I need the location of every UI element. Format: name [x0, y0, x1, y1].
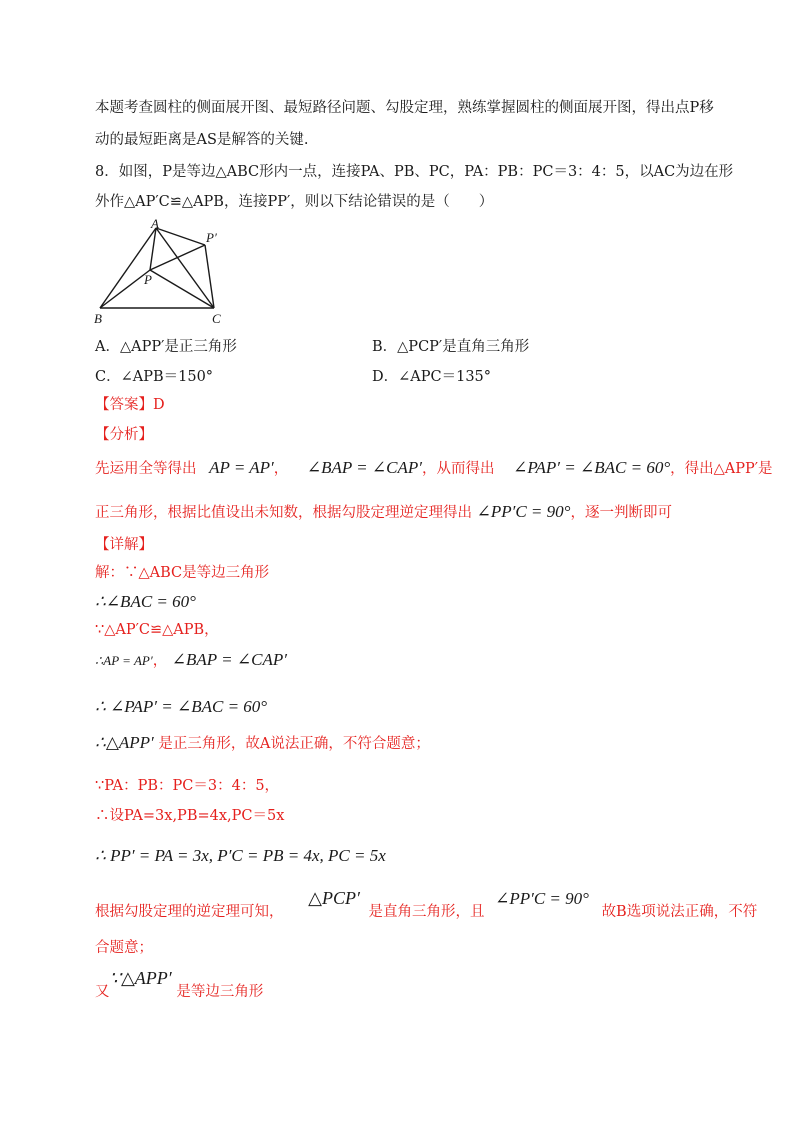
detail-step-2	[95, 592, 196, 613]
side-ab	[100, 228, 156, 308]
detail-step-6	[95, 733, 430, 754]
detail-eq-bac: ∴∠BAC = 60°	[95, 592, 196, 611]
segment-pc	[150, 270, 214, 308]
detail-eq-angles: ∠BAP = ∠CAP′	[171, 650, 287, 669]
detail-step-1: 解：∵△ABC是等边三角形	[95, 565, 270, 581]
detail-step-5	[95, 697, 267, 718]
detail-text-10a: 根据勾股定理的逆定理可知，	[95, 904, 284, 920]
analysis-text-4: 正三角形，根据比值设出未知数，根据勾股定理逆定理得出	[95, 505, 472, 521]
analysis-text-1: 先运用全等得出	[95, 461, 197, 477]
detail-step-12	[95, 968, 264, 1002]
detail-step-4	[95, 650, 287, 671]
analysis-line-2	[95, 502, 672, 523]
analysis-text-5: ，逐一判断即可	[570, 505, 672, 521]
segment-ap-prime	[156, 228, 205, 245]
analysis-label: 【分析】	[95, 427, 153, 443]
detail-eq-app: ∴△APP′	[95, 733, 154, 752]
detail-text-6: 是正三角形，故A说法正确，不符合题意；	[158, 736, 430, 752]
analysis-line-1	[95, 458, 773, 479]
analysis-eq-ap: AP = AP′	[209, 458, 274, 477]
label-c: C	[212, 311, 221, 326]
detail-step-11: 合题意；	[95, 940, 153, 956]
analysis-sep: ，	[273, 461, 289, 477]
analysis-eq-angles: ∠BAP = ∠CAP′	[306, 458, 422, 477]
choice-d: D．∠APC＝135°	[372, 369, 492, 385]
segment-pp-prime	[150, 245, 205, 270]
detail-step-9	[95, 846, 386, 867]
detail-eq-app-2: ∵△APP′	[109, 968, 172, 988]
detail-eq-pap: ∴ ∠PAP′ = ∠BAC = 60°	[95, 697, 268, 716]
choice-c: C．∠APB＝150°	[95, 369, 214, 385]
detail-eq-pcp: △PCP′	[308, 888, 360, 908]
choice-a: A．△APP′是正三角形	[95, 339, 237, 355]
detail-step-10	[95, 888, 758, 922]
detail-text-10c: 故B选项说法正确，不符	[601, 904, 758, 920]
detail-label: 【详解】	[95, 537, 153, 553]
analysis-text-3: ，得出△APP′是	[670, 461, 773, 477]
question-line-1: 8．如图，P是等边△ABC形内一点，连接PA、PB、PC，PA：PB：PC＝3：4：5，以AC为边在形	[95, 164, 734, 180]
analysis-text-2: ，从而得出	[421, 461, 495, 477]
detail-eq-ppc: ∠PP′C = 90°	[495, 889, 589, 908]
analysis-eq-90: ∠PP′C = 90°	[476, 502, 571, 521]
detail-text-12b: 是等边三角形	[176, 984, 264, 1000]
detail-text-12a: 又	[95, 984, 110, 1000]
label-p-prime: P′	[206, 230, 217, 245]
triangle-diagram	[92, 218, 232, 328]
segment-pb	[100, 270, 150, 308]
detail-step-7: ∵PA：PB：PC＝3：4：5，	[95, 778, 280, 794]
detail-sep: ，	[152, 653, 168, 669]
detail-text-10b: 是直角三角形，且	[368, 904, 485, 920]
label-b: B	[94, 311, 102, 326]
detail-step-3: ∵△AP′C≌△APB，	[95, 622, 219, 638]
detail-eq-ap: ∴AP = AP′	[95, 653, 153, 668]
label-a: A	[151, 218, 159, 231]
triangle-figure	[92, 218, 232, 328]
question-line-2: 外作△AP′C≌△APB，连接PP′，则以下结论错误的是（ ）	[95, 194, 494, 210]
detail-step-8: ∴设PA=3x,PB=4x,PC＝5x	[95, 808, 285, 824]
intro-line-2: 动的最短距离是AS是解答的关键.	[95, 132, 309, 148]
detail-eq-sides: ∴ PP′ = PA = 3x, P′C = PB = 4x, PC = 5x	[95, 846, 386, 865]
label-p: P	[144, 272, 152, 287]
answer-label: 【答案】D	[95, 397, 165, 413]
choice-b: B．△PCP′是直角三角形	[372, 339, 530, 355]
intro-line-1: 本题考查圆柱的侧面展开图、最短路径问题、勾股定理，熟练掌握圆柱的侧面展开图，得出点P移	[95, 100, 714, 116]
analysis-eq-60: ∠PAP′ = ∠BAC = 60°	[513, 458, 671, 477]
